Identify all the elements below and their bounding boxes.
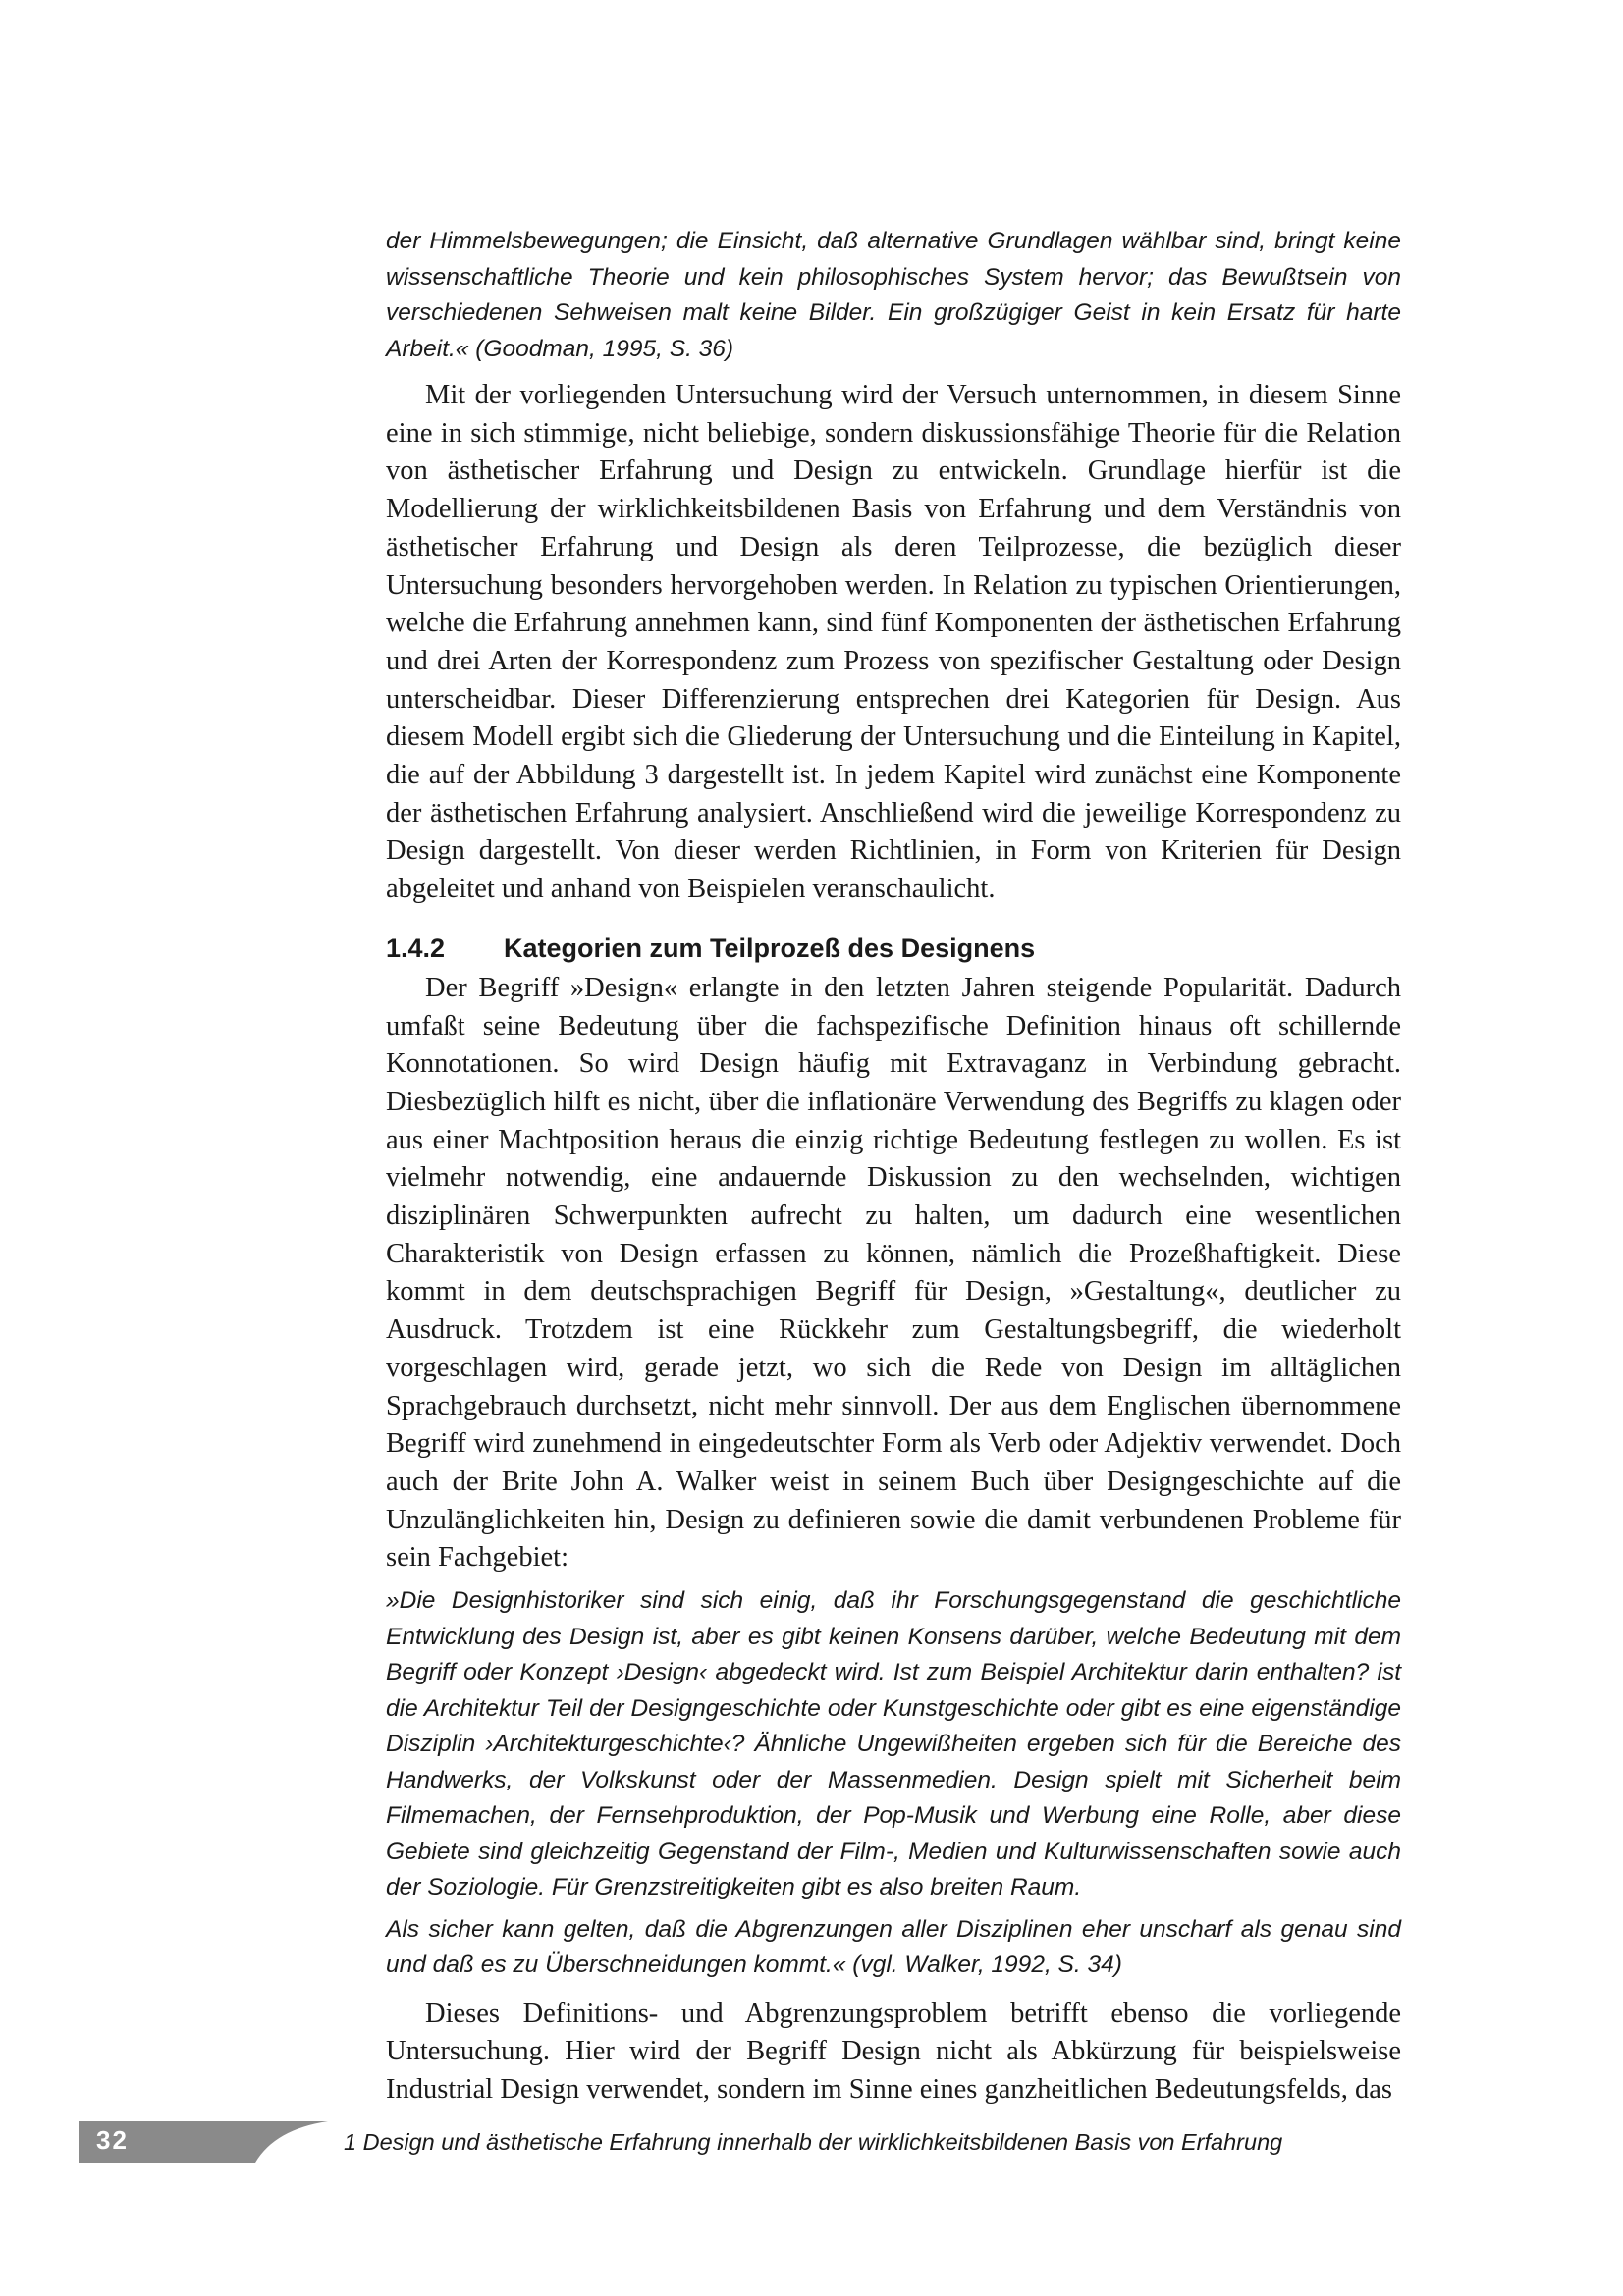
section-heading xyxy=(386,931,1401,966)
running-title: 1 Design und ästhetische Erfahrung innerhalb der wirklichkeitsbildenen Basis von Erfahrung xyxy=(344,2129,1283,2155)
quote-walker-continued: Als sicher kann gelten, daß die Abgrenzungen aller Disziplinen eher unscharf als genau sind und daß es zu Überschneidungen kommt.« (vgl. Walker, 1992, S. 34) xyxy=(386,1915,1401,1979)
quote-walker: »Die Designhistoriker sind sich einig, daß ihr Forschungsgegenstand die geschichtliche Entwicklung des Design ist, aber es gibt keinen Konsens darüber, welche Bedeutung mit dem Begriff oder Konzept ›Design‹ abgedeckt wird. Ist zum Beispiel Architektur darin enthalten? ist die Architektur Teil der Designgeschichte oder Kunstgeschichte oder gibt es eine eigenständige Disziplin ›Architekturgeschichte‹? Ähnliche Ungewißheiten ergeben sich für die Bereiche des Handwerks, der Volkskunst oder der Massenmedien. Design spielt mit Sicherheit beim Filmemachen, der Fernsehproduktion, der Pop-Musik und Werbung eine Rolle, aber diese Gebiete sind gleichzeitig Gegenstand der Film-, Medien und Kulturwissenschaften sowie auch der Soziologie. Für Grenzstreitigkeiten gibt es also breiten Raum. xyxy=(386,1587,1401,1901)
paragraph-text: Der Begriff »Design« erlangte in den letzten Jahren steigende Popularität. Dadurch umfaßt seine Bedeutung über die fachspezifische Definition hinaus oft schillernde Konnotationen. So wird Design häufig mit Extravaganz in Verbindung gebracht. Diesbezüglich hilft es nicht, über die inflationäre Verwendung des Begriffs zu klagen oder aus einer Machtposition heraus die einzig richtige Bedeutung festlegen zu wollen. Es ist vielmehr notwendig, eine andauernde Diskussion zu den wechselnden, wichtigen disziplinären Schwerpunkten aufrecht zu halten, um dadurch eine wesentlichen Charakteristik von Design erfassen zu können, nämlich die Prozeßhaftigkeit. Diese kommt in dem deutschsprachigen Begriff für Design, »Gestaltung«, deutlicher zu Ausdruck. Trotzdem ist eine Rückkehr zum Gestaltungsbegriff, die wiederholt vorgeschlagen wird, gerade jetzt, wo sich die Rede von Design im alltäglichen Sprachgebrauch durchsetzt, nicht mehr sinnvoll. Der aus dem Englischen übernommene Begriff wird zunehmend in eingedeutschter Form als Verb oder Adjektiv verwendet. Doch auch der Brite John A. Walker weist in seinem Buch über Designgeschichte auf die Unzulänglichkeiten hin, Design zu definieren sowie die damit verbundenen Probleme für sein Fachgebiet: xyxy=(386,972,1401,1574)
section-number: 1.4.2 xyxy=(386,933,446,963)
page-body xyxy=(386,224,1401,2109)
paragraph xyxy=(386,970,1401,1577)
paragraph xyxy=(386,377,1401,909)
section-title: Kategorien zum Teilprozeß des Designens xyxy=(504,933,1036,963)
page-number: 32 xyxy=(96,2125,129,2155)
paragraph xyxy=(386,1996,1401,2109)
paragraph-text: Dieses Definitions- und Abgrenzungsproblem betrifft ebenso die vorliegende Untersuchung. Hier wird der Begriff Design nicht als Abkürzung für beispielsweise Industrial Design verwendet, sondern im Sinne eines ganzheitlichen Bedeutungsfelds, das xyxy=(386,1998,1401,2105)
page-footer xyxy=(79,2121,1394,2163)
quote-goodman: der Himmelsbewegungen; die Einsicht, daß alternative Grundlagen wählbar sind, bringt keine wissenschaftliche Theorie und kein philosophisches System hervor; das Bewußtsein von verschiedenen Sehweisen malt keine Bilder. Ein großzügiger Geist in kein Ersatz für harte Arbeit.« (Goodman, 1995, S. 36) xyxy=(386,228,1401,362)
paragraph-text: Mit der vorliegenden Untersuchung wird der Versuch unternommen, in diesem Sinne eine in sich stimmige, nicht beliebige, sondern diskussionsfähige Theorie für die Relation von ästhetischer Erfahrung und Design zu entwickeln. Grundlage hierfür ist die Modellierung der wirklichkeitsbildenen Basis von Erfahrung und dem Verständnis von ästhetischer Erfahrung und Design als deren Teilprozesse, die bezüglich dieser Untersuchung besonders hervorgehoben werden. In Relation zu typischen Orientierungen, welche die Erfahrung annehmen kann, sind fünf Komponenten der ästhetischen Erfahrung und drei Arten der Korrespondenz zum Prozess von spezifischer Gestaltung oder Design unterscheidbar. Dieser Differenzierung entsprechen drei Kategorien für Design. Aus diesem Modell ergibt sich die Gliederung der Untersuchung und die Einteilung in Kapitel, die auf der Abbildung 3 dargestellt ist. In jedem Kapitel wird zunächst eine Komponente der ästhetischen Erfahrung analysiert. Anschließend wird die jeweilige Korrespondenz zu Design dargestellt. Von dieser werden Richtlinien, in Form von Kriterien für Design abgeleitet und anhand von Beispielen veranschaulicht. xyxy=(386,380,1401,905)
